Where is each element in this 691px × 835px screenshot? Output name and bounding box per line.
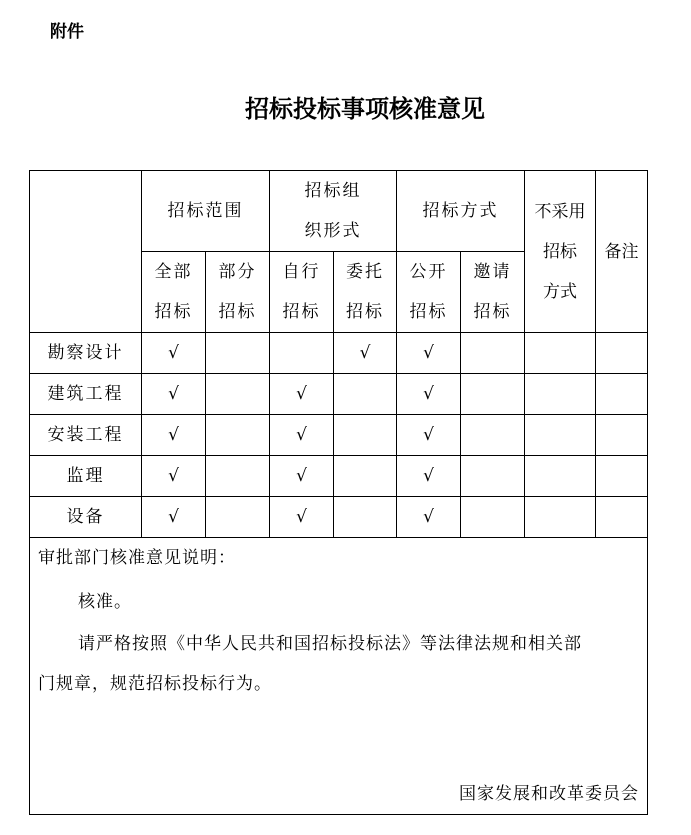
subheader-text: 邀请 xyxy=(473,262,512,282)
table-row xyxy=(30,497,648,538)
check-cell: √ xyxy=(397,497,461,538)
approval-form-table xyxy=(29,170,648,815)
subheader-self-tender xyxy=(270,252,334,333)
opinion-signer: 国家发展和改革委员会 xyxy=(459,784,639,804)
check-cell xyxy=(206,374,270,415)
opinion-section xyxy=(30,538,648,815)
attachment-label: 附件 xyxy=(50,22,84,42)
header-not-adopted-line2: 招标 xyxy=(543,241,577,262)
header-method: 招标方式 xyxy=(397,171,525,252)
check-cell xyxy=(334,374,397,415)
check-cell: √ xyxy=(397,415,461,456)
check-cell xyxy=(206,333,270,374)
subheader-text: 招标 xyxy=(473,302,512,322)
subheader-open-tender xyxy=(397,252,461,333)
check-cell: √ xyxy=(397,374,461,415)
check-cell xyxy=(334,456,397,497)
subheader-text: 招标 xyxy=(346,302,384,322)
table-row xyxy=(30,374,648,415)
opinion-heading: 审批部门核准意见说明： xyxy=(38,548,236,568)
check-cell: √ xyxy=(142,415,206,456)
check-cell: √ xyxy=(142,333,206,374)
check-cell xyxy=(461,333,525,374)
subheader-text: 自行 xyxy=(282,262,321,282)
check-cell: √ xyxy=(270,456,334,497)
check-cell xyxy=(461,374,525,415)
check-cell xyxy=(596,456,648,497)
check-cell xyxy=(206,415,270,456)
row-label: 勘察设计 xyxy=(30,333,142,374)
opinion-row xyxy=(30,538,648,815)
subheader-text: 部分 xyxy=(218,262,257,282)
subheader-text: 招标 xyxy=(218,302,257,322)
header-not-adopted-line3: 方式 xyxy=(543,281,577,302)
check-cell xyxy=(596,415,648,456)
table-row xyxy=(30,415,648,456)
subheader-full-tender xyxy=(142,252,206,333)
subheader-text: 招标 xyxy=(409,302,448,322)
row-label: 建筑工程 xyxy=(30,374,142,415)
check-cell: √ xyxy=(142,374,206,415)
check-cell xyxy=(525,456,596,497)
header-not-adopted xyxy=(525,171,596,333)
header-remarks: 备注 xyxy=(596,171,648,333)
header-organization-line2: 织形式 xyxy=(304,221,362,241)
check-cell xyxy=(270,333,334,374)
check-cell xyxy=(461,415,525,456)
header-not-adopted-line1: 不采用 xyxy=(534,201,586,222)
check-cell xyxy=(525,497,596,538)
subheader-partial-tender xyxy=(206,252,270,333)
check-cell xyxy=(334,497,397,538)
check-cell xyxy=(525,333,596,374)
check-cell: √ xyxy=(142,497,206,538)
corner-cell xyxy=(30,171,142,333)
subheader-text: 全部 xyxy=(154,262,193,282)
opinion-instruction-line2: 门规章，规范招标投标行为。 xyxy=(38,674,272,694)
check-cell: √ xyxy=(397,333,461,374)
check-cell: √ xyxy=(270,415,334,456)
check-cell xyxy=(596,333,648,374)
header-organization-line1: 招标组 xyxy=(304,181,362,201)
subheader-invited-tender xyxy=(461,252,525,333)
opinion-approval: 核准。 xyxy=(78,592,132,612)
check-cell: √ xyxy=(270,374,334,415)
check-cell: √ xyxy=(270,497,334,538)
check-cell xyxy=(525,374,596,415)
check-cell xyxy=(206,456,270,497)
subheader-text: 公开 xyxy=(409,262,448,282)
check-cell xyxy=(206,497,270,538)
document-title: 招标投标事项核准意见 xyxy=(245,94,485,123)
row-label: 监理 xyxy=(30,456,142,497)
check-cell: √ xyxy=(397,456,461,497)
header-row-top xyxy=(30,171,648,252)
row-label: 安装工程 xyxy=(30,415,142,456)
row-label: 设备 xyxy=(30,497,142,538)
check-cell: √ xyxy=(142,456,206,497)
check-cell xyxy=(525,415,596,456)
subheader-entrusted-tender xyxy=(334,252,397,333)
check-cell xyxy=(334,415,397,456)
subheader-text: 委托 xyxy=(346,262,384,282)
table-row xyxy=(30,333,648,374)
table-row xyxy=(30,456,648,497)
header-scope: 招标范围 xyxy=(142,171,270,252)
check-cell xyxy=(461,497,525,538)
check-cell: √ xyxy=(334,333,397,374)
check-cell xyxy=(596,374,648,415)
check-cell xyxy=(596,497,648,538)
header-organization xyxy=(270,171,397,252)
subheader-text: 招标 xyxy=(282,302,321,322)
check-cell xyxy=(461,456,525,497)
opinion-instruction-line1: 请严格按照《中华人民共和国招标投标法》等法律法规和相关部 xyxy=(78,634,582,654)
subheader-text: 招标 xyxy=(154,302,193,322)
